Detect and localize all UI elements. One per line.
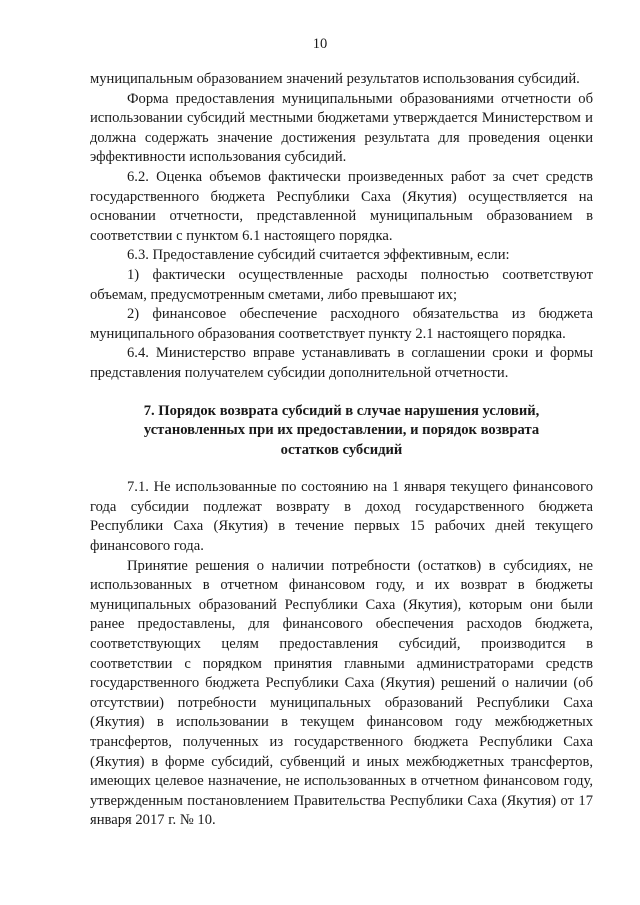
paragraph-6-3-item-1: 1) фактически осуществленные расходы полностью соответствуют объемам, предусмотренным сметами, либо превышают их;	[90, 266, 593, 303]
paragraph-6-3: 6.3. Предоставление субсидий считается эффективным, если:	[127, 247, 510, 264]
paragraph-6-2: 6.2. Оценка объемов фактически произведенных работ за счет средств государственного бюджета Республики Саха (Якутия) осуществляется на основании отчетности, представленной муниципальным образованием в соответствии с пунктом 6.1 настоящего порядка.	[90, 168, 593, 244]
paragraph-continuation: муниципальным образованием значений результатов использования субсидий.	[90, 71, 580, 87]
paragraph-6-4: 6.4. Министерство вправе устанавливать в соглашении сроки и формы представления получателем субсидии дополнительной отчетности.	[90, 345, 593, 381]
page-number: 10	[312, 36, 328, 52]
document-body	[90, 70, 593, 831]
paragraph-7-1: 7.1. Не использованные по состоянию на 1 января текущего финансового года субсидии подлежат возврату в доход государственного бюджета Республики Саха (Якутия) в течение первых 15 рабочих дней текущего финансового года.	[90, 479, 593, 555]
paragraph-decision: Принятие решения о наличии потребности (остатков) в субсидиях, не использованных в отчетном финансовом году, и их возврат в бюджеты муниципальных образований Республики Саха (Якутия), которым они были ранее предоставлены, для финансового обеспечения расходов бюджета, соответствующих целям предоставления субсидий, производится в соответствии с порядком принятия главными администраторами средств государственного бюджета Республики Саха (Якутия) решений о наличии (об отсутствии) потребности муниципальных образований Республики Саха (Якутия) в использовании в текущем финансовом году межбюджетных трансфертов, полученных из государственного бюджета Республики Саха (Якутия) в форме субсидий, субвенций и иных межбюджетных трансфертов, имеющих целевое назначение, не использованных в отчетном финансовом году, утвержденным постановлением Правительства Республики Саха (Якутия) от 17 января 2017 г. № 10.	[90, 557, 593, 829]
paragraph-report-form: Форма предоставления муниципальными образованиями отчетности об использовании субсидий местными бюджетами утверждается Министерством и должна содержать значение достижения результата для проведения оценки эффективности использования субсидий.	[90, 90, 593, 166]
paragraph-6-3-item-2: 2) финансовое обеспечение расходного обязательства из бюджета муниципального образования соответствует пункту 2.1 настоящего порядка.	[90, 306, 593, 342]
section-7-heading: 7. Порядок возврата субсидий в случае нарушения условий, установленных при их предоставлении, и порядок возврата остатков субсидий	[143, 402, 540, 458]
